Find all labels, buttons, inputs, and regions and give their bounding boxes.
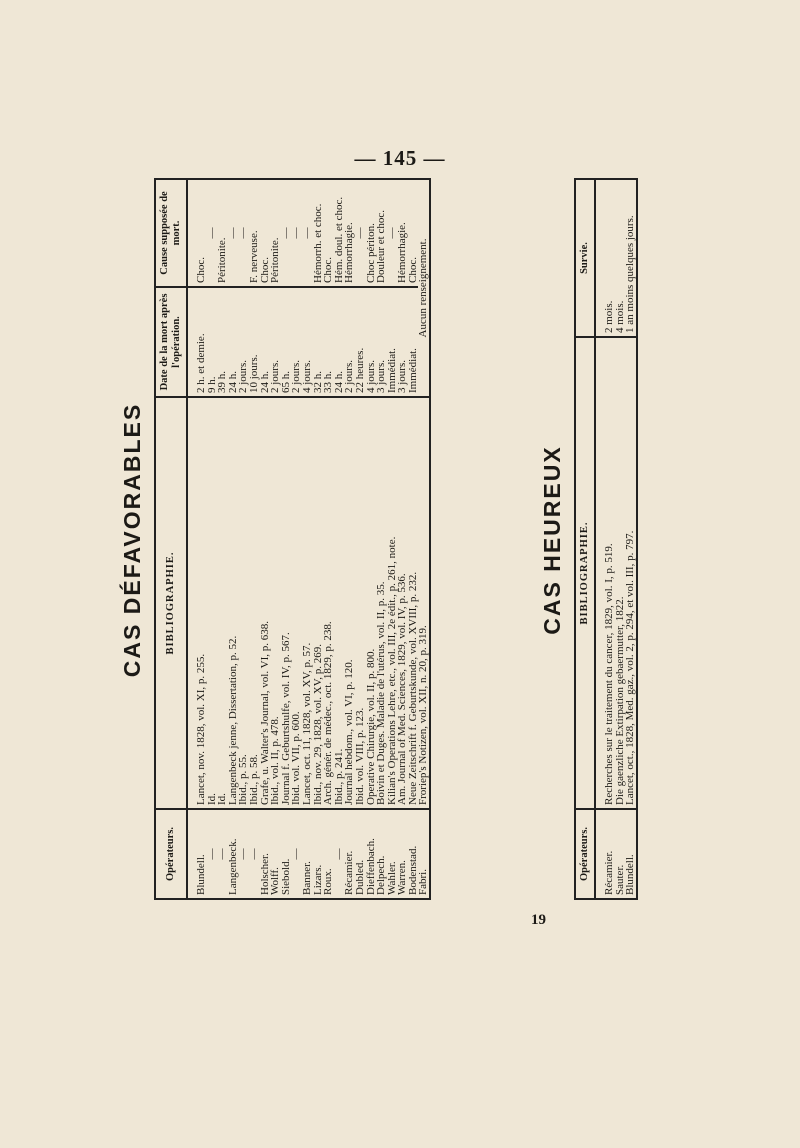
table-cell: 24 h. [228, 287, 239, 397]
table-cell: Banner. [302, 809, 313, 899]
table-cell: — [237, 227, 250, 239]
table-cell: Recherches sur le traitement du cancer, 1829, vol. I, p. 519. [595, 337, 615, 809]
table-cell: Hémorrhagie. [396, 222, 409, 283]
table-cell: 3 jours. [376, 287, 387, 397]
table-cell: Ibid., p. 241. [334, 397, 345, 809]
table-cell: Immédiat. [387, 287, 398, 397]
table-body [595, 179, 637, 899]
table-cell: — [291, 809, 302, 899]
table-cell: Neue Zeitschrift f. Geburtskunde, vol. XVIII, p. 232. [408, 397, 419, 809]
table-cell: Choc périton. [364, 223, 377, 283]
table-cell: — [238, 809, 249, 899]
table-cell: Wolff. [270, 809, 281, 899]
table-cell: 65 h. [281, 287, 292, 397]
table-cell: — [226, 227, 239, 239]
table-cell: 32 h. [313, 287, 324, 397]
successful-cases-section [530, 180, 637, 900]
table-cell: Blundell. [625, 809, 637, 899]
table-cell: Wahler. [387, 809, 398, 899]
header-operators: Opérateurs. [575, 809, 595, 899]
table-row [187, 179, 207, 899]
table-cell: 2 mois. [603, 300, 615, 333]
table-cell: Choc. [322, 257, 335, 283]
header-operators: Opérateurs. [155, 809, 187, 899]
table-cell: Fabri. [418, 809, 430, 899]
table-cell: — [205, 227, 218, 239]
folio-number: 19 [531, 912, 546, 928]
table-cell: Hémorrh. et choc. [311, 203, 324, 283]
table-cell: F. nerveuse. [247, 230, 260, 283]
unfavorable-cases-table [154, 178, 431, 900]
table-cell: Sauter. [615, 809, 626, 899]
table-cell: Roux. [323, 809, 334, 899]
table-cell: Hémorrhagie. [343, 222, 356, 283]
table-cell: 10 jours. [249, 287, 260, 397]
table-cell: — [279, 227, 292, 239]
table-cell: Choc. [258, 257, 271, 283]
table-cell: Douleur et choc. [375, 210, 388, 283]
table-cell: 24 h. [334, 287, 345, 397]
table-cell: Ibid. vol. VII, p. 600. [291, 397, 302, 809]
table-row [418, 179, 430, 899]
table-cell: 2 jours. [344, 287, 355, 397]
table-cell: Récamier. [344, 809, 355, 899]
table-cell: Ibid., p. 55. [238, 397, 249, 809]
table-header-row [575, 179, 595, 899]
table-cell: Boivin et Duges. Maladie de l'utérus, vol. II, p. 35. [376, 397, 387, 809]
table-cell: Langenbeck jenne, Dissertation, p. 52. [228, 397, 239, 809]
table-cell: — [353, 227, 366, 239]
table-cell: — [207, 809, 218, 899]
table-cell: 4 mois. [613, 300, 626, 333]
header-bibliography: BIBLIOGRAPHIE. [575, 337, 595, 809]
table-cell: Ibid. vol. VIII, p. 123. [355, 397, 366, 809]
table-row [249, 179, 260, 899]
table-cell: 2 jours. [291, 287, 302, 397]
table-cell: Lancet, nov. 1828, vol. XI, p. 255. [187, 397, 207, 809]
table-row [207, 179, 218, 899]
table-cell: 2 jours. [238, 287, 249, 397]
table-cell: Ibid., p. 58. [249, 397, 260, 809]
table-cell: Hém. doul. et choc. [332, 196, 345, 283]
table-cell: Immédiat. [408, 287, 419, 397]
table-cell: Grafe, u. Walter's Journal, vol. VI, p. 638. [260, 397, 271, 809]
section-title: CAS DÉFAVORABLES [119, 402, 145, 678]
table-cell: Froriep's Notizen, vol. XII, n. 20, p. 319. [418, 397, 430, 809]
table-cell: Lancet, oct. 11, 1828, vol. XV, p. 57. [302, 397, 313, 809]
table-cell: Am. Journal of Med. Sciences, 1829, vol. IV, p. 536. [397, 397, 408, 809]
table-cell: Operative Chirurgie, vol. II, p. 800. [366, 397, 377, 809]
table-body [187, 179, 430, 899]
table-cell: Warren. [397, 809, 408, 899]
successful-cases-table [574, 178, 638, 900]
header-survival: Survie. [575, 179, 595, 337]
table-cell: Choc. [406, 257, 419, 283]
table-cell: 3 jours. [397, 287, 408, 397]
table-cell: 9 h. [207, 287, 218, 397]
table-cell: 1 an moins quelques jours. [624, 215, 637, 333]
table-cell: — [334, 809, 345, 899]
table-cell: Péritonite. [269, 237, 282, 283]
table-cell: Id. [207, 397, 218, 809]
table-cell: Holscher. [260, 809, 271, 899]
header-bibliography: BIBLIOGRAPHIE. [155, 397, 187, 809]
table-cell: 33 h. [323, 287, 334, 397]
table-cell: Ibid., vol. II, p. 478. [270, 397, 281, 809]
page-number: — 145 — [354, 146, 446, 170]
table-row [595, 179, 615, 899]
table-cell: 2 h. et demie. [187, 287, 207, 397]
table-cell: 22 heures. [355, 287, 366, 397]
table-header-row [155, 179, 187, 899]
table-cell: 4 jours. [366, 287, 377, 397]
table-cell: Journal f. Geburtshulfe, vol. IV, p. 567. [281, 397, 292, 809]
table-cell: Dieffenbach. [366, 809, 377, 899]
table-row [625, 179, 637, 899]
table-cell: Delpech. [376, 809, 387, 899]
table-cell: — [300, 227, 313, 239]
table-cell: Journal hebdom., vol. VI, p. 120. [344, 397, 355, 809]
table-cell: Dubled. [355, 809, 366, 899]
section-title: CAS HEUREUX [539, 445, 565, 635]
table-cell: 2 jours. [270, 287, 281, 397]
table-cell: Lizars. [313, 809, 324, 899]
table-cell: Blundell. [187, 809, 207, 899]
table-cell: Siebold. [281, 809, 292, 899]
table-cell: Lancet, oct., 1828, Med. gaz., vol. 2, p. 294, et vol. III, p. 797. [625, 337, 637, 809]
table-cell: Bodenstad. [408, 809, 419, 899]
table-cell: Kilian's Operations Lehre, etc., vol. III, 2e édit., p. 261, note. [387, 397, 398, 809]
table-cell: Récamier. [595, 809, 615, 899]
table-cell: — [217, 809, 228, 899]
table-cell: Ibid., nov. 29, 1828, vol. XV, p. 269. [313, 397, 324, 809]
table-cell: Langenbeck. [228, 809, 239, 899]
table-cell: Arch. génér. de médec., oct. 1829, p. 238. [323, 397, 334, 809]
table-cell: — [249, 809, 260, 899]
table-row [355, 179, 366, 899]
table-cell: 4 jours. [302, 287, 313, 397]
table-cell: — [290, 227, 303, 239]
table-cell: 39 h. [217, 287, 228, 397]
table-cell: Die gaenzliche Extirpation gebaermutter, 1822. [615, 337, 626, 809]
header-cause: Cause supposée de mort. [155, 179, 187, 287]
table-cell: — [385, 227, 398, 239]
table-cell: Choc. [195, 257, 207, 283]
table-cell: Péritonite. [216, 237, 229, 283]
table-cell: Aucun renseignement. [417, 238, 430, 338]
table-cell: 24 h. [260, 287, 271, 397]
table-cell: Id. [217, 397, 228, 809]
header-death-date: Date de la mort après l'opération. [155, 287, 187, 397]
table-row [302, 179, 313, 899]
